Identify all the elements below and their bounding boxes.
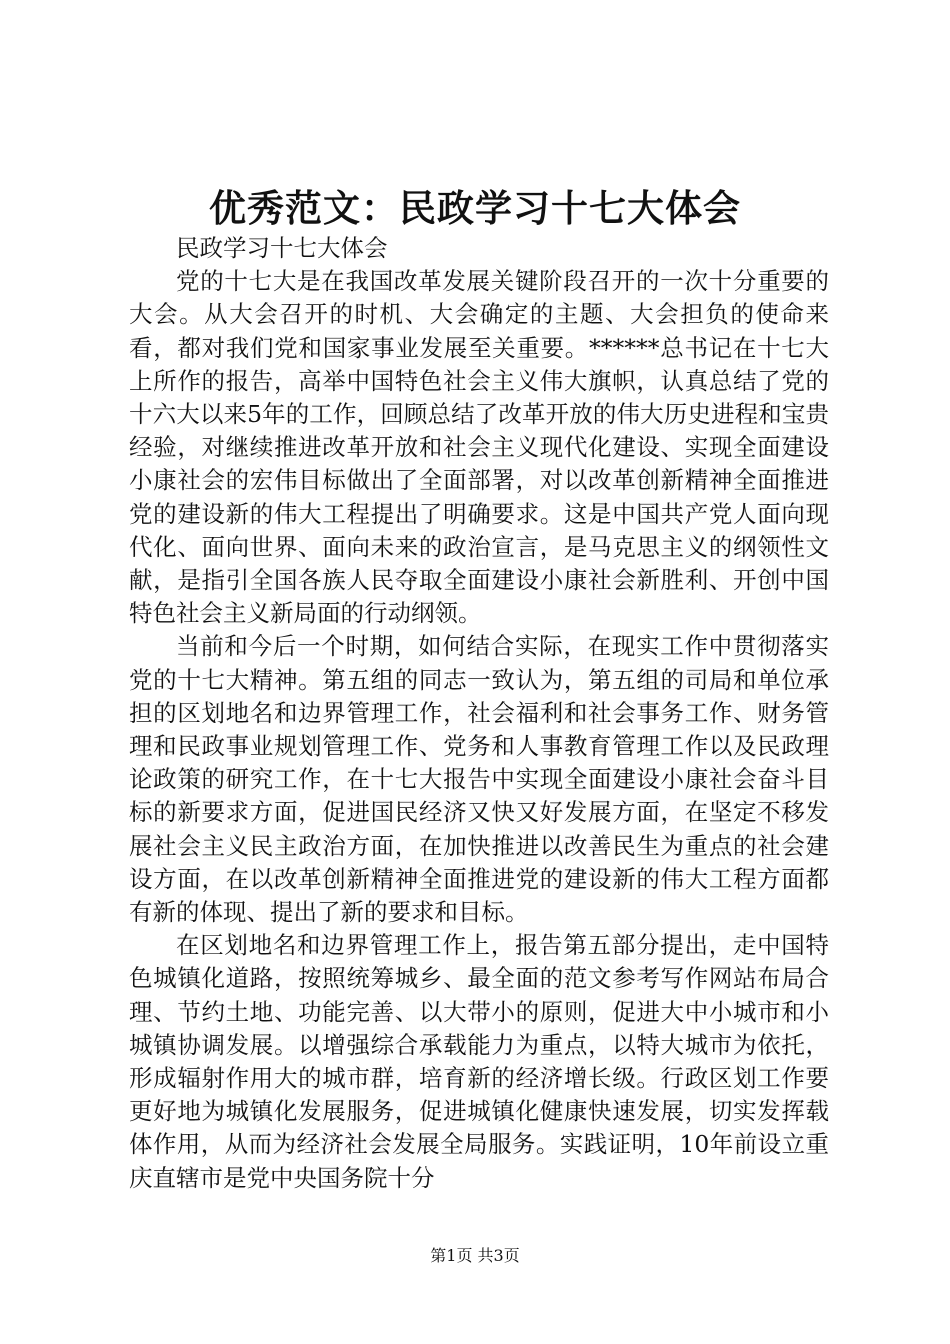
paragraph-1: 党的十七大是在我国改革发展关键阶段召开的一次十分重要的大会。从大会召开的时机、大会确定的主题、大会担负的使命来看，都对我们党和国家事业发展至关重要。******总书记在十七大上所作的报告，高举中国特色社会主义伟大旗帜，认真总结了党的十六大以来5年的工作，回顾总结了改革开放的伟大历史进程和宝贵经验，对继续推进改革开放和社会主义现代化建设、实现全面建设小康社会的宏伟目标做出了全面部署，对以改革创新精神全面推进党的建设新的伟大工程提出了明确要求。这是中国共产党人面向现代化、面向世界、面向未来的政治宣言，是马克思主义的纲领性文献，是指引全国各族人民夺取全面建设小康社会新胜利、开创中国特色社会主义新局面的行动纲领。 [129,267,829,628]
document-title: 优秀范文：民政学习十七大体会 [209,186,741,230]
page-number-footer: 第1页 共3页 [430,1246,520,1265]
document-body [129,232,829,1195]
paragraph-2: 当前和今后一个时期，如何结合实际，在现实工作中贯彻落实党的十七大精神。第五组的同志一致认为，第五组的司局和单位承担的区划地名和边界管理工作，社会福利和社会事务工作、财务管理和民政事业规划管理工作、党务和人事教育管理工作以及民政理论政策的研究工作，在十七大报告中实现全面建设小康社会奋斗目标的新要求方面，促进国民经济又快又好发展方面，在坚定不移发展社会主义民主政治方面，在加快推进以改善民生为重点的社会建设方面，在以改革创新精神全面推进党的建设新的伟大工程方面都有新的体现、提出了新的要求和目标。 [129,632,829,927]
paragraph-3: 在区划地名和边界管理工作上，报告第五部分提出，走中国特色城镇化道路，按照统筹城乡、最全面的范文参考写作网站布局合理、节约土地、功能完善、以大带小的原则，促进大中小城市和小城镇协调发展。以增强综合承载能力为重点，以特大城市为依托，形成辐射作用大的城市群，培育新的经济增长级。行政区划工作要更好地为城镇化发展服务，促进城镇化健康快速发展，切实发挥载体作用，从而为经济社会发展全局服务。实践证明，10年前设立重庆直辖市是党中央国务院十分 [129,931,829,1192]
document-subtitle: 民政学习十七大体会 [176,234,388,262]
